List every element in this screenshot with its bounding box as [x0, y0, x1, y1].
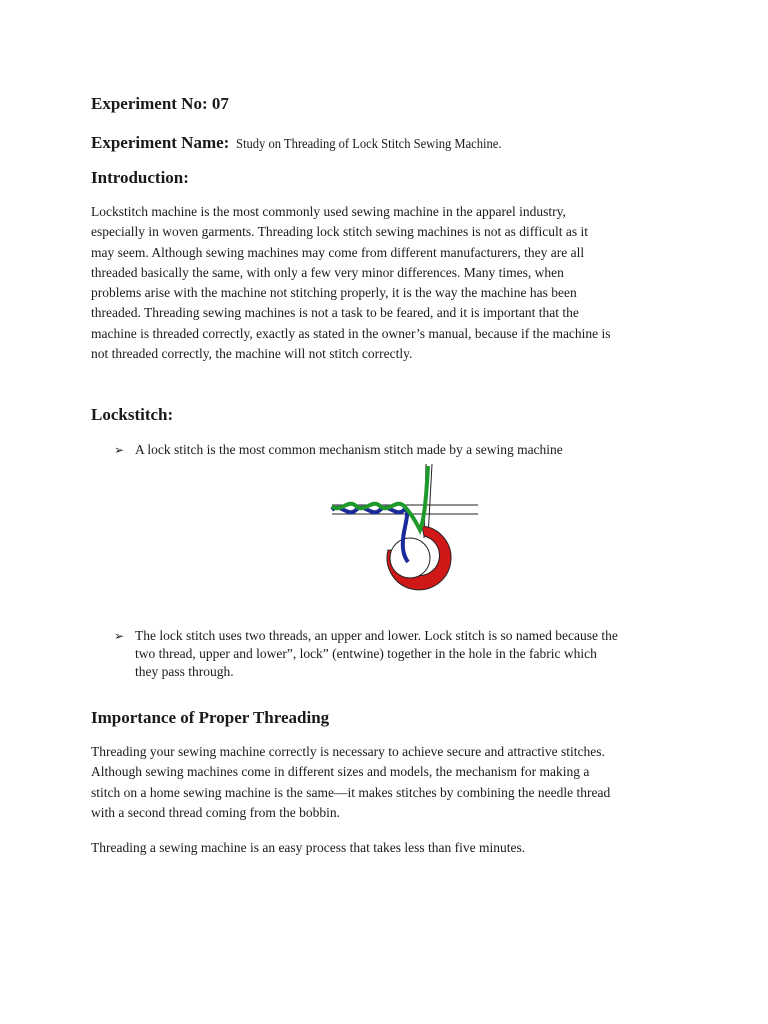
paragraph-line: not threaded correctly, the machine will not stitch correctly.: [91, 346, 413, 362]
bullet-text: A lock stitch is the most common mechanism stitch made by a sewing machine: [135, 442, 563, 457]
experiment-name-heading: [91, 133, 522, 153]
threading-paragraph-2: [91, 838, 681, 858]
paragraph-line: problems arise with the machine not stitching properly, it is the way the machine has been: [91, 285, 577, 301]
threading-paragraph: [91, 742, 681, 823]
upper-thread: [332, 466, 428, 530]
paragraph-line: stitch on a home sewing machine is the same—it makes stitches by combining the needle thread: [91, 784, 611, 800]
bullet-item: [114, 441, 684, 459]
bullet-line: two thread, upper and lower”, lock” (entwine) together in the hole in the fabric which: [135, 646, 597, 662]
experiment-number: Experiment No: 07: [91, 94, 229, 113]
introduction-heading: Introduction:: [91, 168, 189, 187]
experiment-name-value: Study on Threading of Lock Stitch Sewing Machine.: [236, 136, 502, 151]
bobbin-icon: [390, 538, 430, 578]
paragraph-line: Lockstitch machine is the most commonly used sewing machine in the apparel industry,: [91, 204, 566, 219]
paragraph-line: may seem. Although sewing machines may come from different manufacturers, they are all: [91, 244, 585, 260]
paragraph-line: with a second thread coming from the bobbin.: [91, 804, 340, 820]
bullet-line: they pass through.: [135, 664, 234, 680]
threading-heading: Importance of Proper Threading: [91, 708, 330, 727]
bullet-arrow-icon: ➢: [114, 443, 125, 457]
paragraph-line: threaded. Threading sewing machines is not a task to be feared, and it is important that the: [91, 305, 579, 321]
paragraph-line: Although sewing machines come in different sizes and models, the mechanism for making a: [91, 764, 590, 780]
paragraph-line: machine is threaded correctly, exactly as stated in the owner’s manual, because if the machine is: [91, 325, 611, 341]
bullet-item: [114, 627, 684, 682]
paragraph-line: Threading your sewing machine correctly is necessary to achieve secure and attractive stitches.: [91, 744, 605, 759]
experiment-number-heading: [91, 94, 229, 114]
bullet-arrow-icon: ➢: [114, 629, 125, 643]
lockstitch-diagram: [328, 462, 482, 608]
bullet-text: [135, 627, 684, 682]
introduction-paragraph: [91, 202, 681, 364]
paragraph-line: threaded basically the same, with only a few very minor differences. Many times, when: [91, 264, 564, 280]
experiment-name-label: Experiment Name:: [91, 133, 230, 152]
paragraph-line: especially in woven garments. Threading lock stitch sewing machines is not as difficult as it: [91, 224, 589, 240]
lockstitch-heading: Lockstitch:: [91, 405, 174, 424]
bullet-line: The lock stitch uses two threads, an upper and lower. Lock stitch is so named because the: [135, 628, 618, 643]
paragraph-line: Threading a sewing machine is an easy process that takes less than five minutes.: [91, 840, 526, 855]
